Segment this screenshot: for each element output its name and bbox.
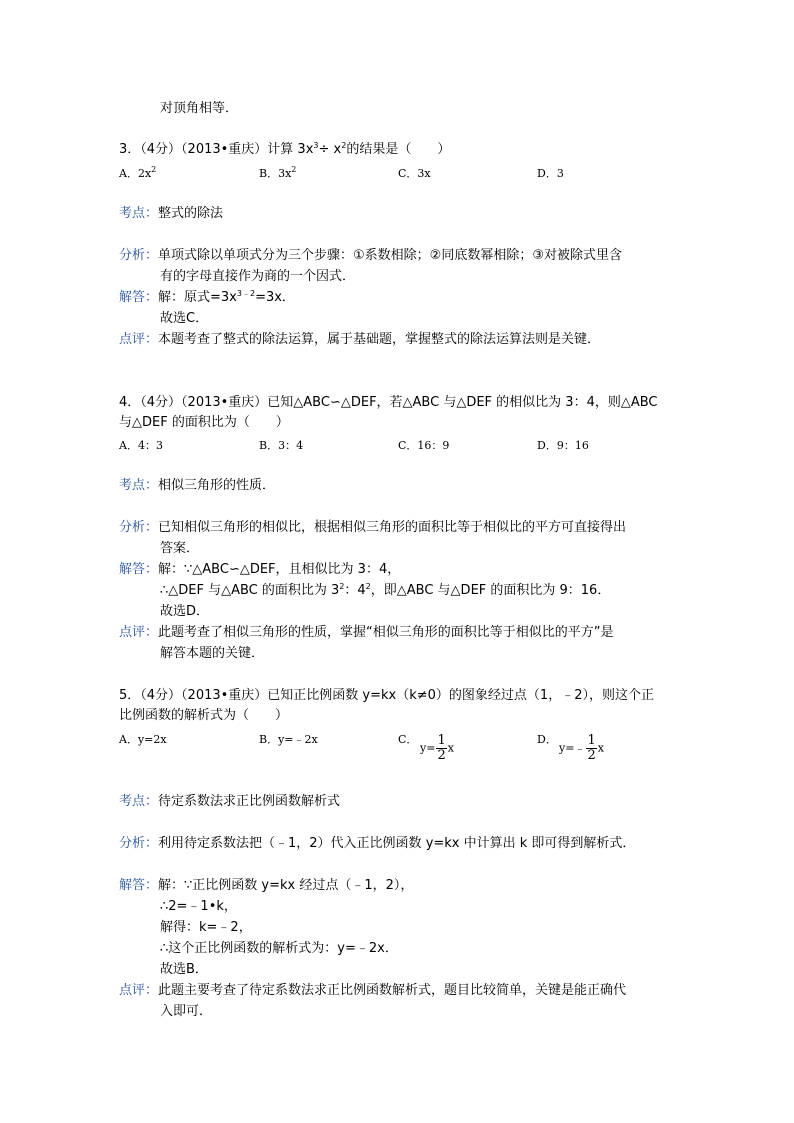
q5-option-a: A．y=2x (119, 733, 167, 746)
q4-jieda-line1: 解：∵△ABC∽△DEF，且相似比为 3：4， (158, 562, 401, 577)
q3-fenxi-line2: 有的字母直接作为商的一个因式． (160, 269, 356, 284)
q3-option-d: D．3 (537, 167, 564, 180)
q3-jieda-part1: 解：原式=3x (158, 290, 237, 305)
q5-option-c-numerator: 1 (437, 733, 446, 748)
q3-stem-part3: 的结果是（ ） (346, 142, 451, 157)
kaodian-label: 考点： (119, 478, 159, 493)
q3-jieda-part2: =3x． (255, 290, 295, 305)
q3-dianping (119, 331, 600, 348)
q5-jieda-line3: 解得：k=﹣2， (160, 920, 252, 935)
q4-option-a: A．4：3 (119, 439, 163, 452)
q5-dianping-line1: 此题主要考查了待定系数法求正比例函数解析式，题目比较简单，关键是能正确代 (158, 983, 627, 998)
q5-fenxi-text: 利用待定系数法把（﹣1，2）代入正比例函数 y=kx 中计算出 k 即可得到解析式． (158, 836, 636, 851)
dianping-label: 点评： (119, 625, 159, 640)
q5-option-d-denominator: 2 (587, 748, 596, 763)
q4-kaodian-text: 相似三角形的性质． (158, 478, 276, 493)
fenxi-label: 分析： (119, 248, 159, 263)
jieda-label: 解答： (119, 290, 159, 305)
jieda-label: 解答： (119, 562, 159, 577)
q3-jieda-line2: 故选C． (160, 311, 209, 326)
q5-option-d-label: D． (537, 733, 557, 746)
q5-option-d-post: x (597, 741, 604, 755)
q5-option-c-fraction (436, 734, 446, 763)
fenxi-label: 分析： (119, 836, 159, 851)
q4-fenxi (119, 519, 626, 536)
q4-option-d: D．9：16 (537, 439, 589, 452)
q4-option-c: C．16：9 (398, 439, 450, 452)
q4-jieda-line2-part2: ：4 (344, 583, 366, 598)
q5-option-c-pre: y= (420, 741, 436, 755)
q3-stem-part1: 3．（4分）（2013•重庆）计算 3x (119, 142, 314, 157)
q4-jieda-line2 (160, 582, 610, 599)
q3-option-a-text: A．2x (119, 167, 152, 180)
q5-jieda (119, 877, 413, 894)
q3-stem (119, 141, 450, 158)
q4-jieda-exp2: 2 (365, 582, 371, 591)
q3-kaodian (119, 205, 223, 222)
q5-stem-line2: 比例函数的解析式为（ ） (119, 708, 289, 723)
q4-jieda-line2-part3: ，即△ABC 与△DEF 的面积比为 9：16． (370, 583, 611, 598)
q4-dianping (119, 624, 614, 641)
q4-fenxi-line2: 答案． (160, 541, 200, 556)
q3-dianping-text: 本题考查了整式的除法运算，属于基础题，掌握整式的除法运算法则是关键． (158, 332, 601, 347)
q4-option-b: B．3：4 (259, 439, 304, 452)
q5-fenxi (119, 835, 635, 852)
q3-fenxi (119, 247, 622, 264)
q5-option-d-fraction (586, 734, 596, 763)
q4-dianping-line1: 此题考查了相似三角形的性质，掌握“相似三角形的面积比等于相似比的平方”是 (158, 625, 614, 640)
q3-option-c: C．3x (398, 167, 431, 180)
q5-jieda-line1: 解：∵正比例函数 y=kx 经过点（﹣1，2）， (158, 878, 414, 893)
q3-option-a (119, 165, 156, 182)
q4-stem-line2: 与△DEF 的面积比为（ ） (119, 415, 289, 430)
q5-option-c-formula (420, 734, 454, 763)
q3-stem-part2: ÷ x (318, 142, 342, 157)
dianping-label: 点评： (119, 332, 159, 347)
q5-kaodian (119, 793, 340, 810)
q4-jieda-line2-part1: ∴△DEF 与△ABC 的面积比为 3 (160, 583, 340, 598)
q3-fenxi-line1: 单项式除以单项式分为三个步骤：①系数相除；②同底数幂相除；③对被除式里含 (158, 248, 622, 263)
q4-fenxi-line1: 已知相似三角形的相似比，根据相似三角形的面积比等于相似比的平方可直接得出 (158, 520, 627, 535)
kaodian-label: 考点： (119, 206, 159, 221)
q5-dianping (119, 982, 626, 999)
q5-dianping-line2: 入即可． (160, 1004, 213, 1019)
prev-answer-tail: 对顶角相等． (160, 101, 239, 116)
q3-jieda-exp: 3﹣2 (236, 289, 256, 298)
q5-option-d-pre: y=﹣ (559, 741, 586, 755)
q5-option-d-numerator: 1 (587, 733, 596, 748)
q3-option-b-text: B．3x (259, 167, 292, 180)
q3-option-a-exp: 2 (151, 165, 157, 174)
jieda-label: 解答： (119, 878, 159, 893)
q5-option-c-label: C． (398, 733, 418, 746)
q5-jieda-line4: ∴这个正比例函数的解析式为：y=﹣2x． (160, 941, 398, 956)
q4-jieda-line3: 故选D． (160, 604, 210, 619)
q3-option-b-exp: 2 (291, 165, 297, 174)
q5-option-b: B．y=﹣2x (259, 733, 318, 746)
q5-stem-line1: 5．（4分）（2013•重庆）已知正比例函数 y=kx（k≠0）的图象经过点（1，﹣2），则这个正 (119, 688, 654, 703)
q4-stem-line1: 4．（4分）（2013•重庆）已知△ABC∽△DEF，若△ABC 与△DEF 的相似比为 3：4，则△ABC (119, 395, 658, 410)
q4-jieda (119, 561, 400, 578)
q4-dianping-line2: 解答本题的关键． (160, 646, 265, 661)
kaodian-label: 考点： (119, 794, 159, 809)
q4-kaodian (119, 477, 275, 494)
dianping-label: 点评： (119, 983, 159, 998)
q3-kaodian-text: 整式的除法 (158, 206, 224, 221)
q3-jieda (119, 289, 295, 306)
q5-option-c-post: x (447, 741, 454, 755)
fenxi-label: 分析： (119, 520, 159, 535)
q5-kaodian-text: 待定系数法求正比例函数解析式 (158, 794, 341, 809)
q3-exp2: 2 (341, 141, 347, 150)
q5-option-c-denominator: 2 (437, 748, 446, 763)
q4-jieda-exp1: 2 (339, 582, 345, 591)
q3-option-b (259, 165, 296, 182)
q5-option-d-formula (559, 734, 604, 763)
q5-jieda-line2: ∴2=﹣1•k， (160, 899, 237, 914)
q3-exp3: 3 (313, 141, 319, 150)
q5-jieda-line5: 故选B． (160, 962, 208, 977)
